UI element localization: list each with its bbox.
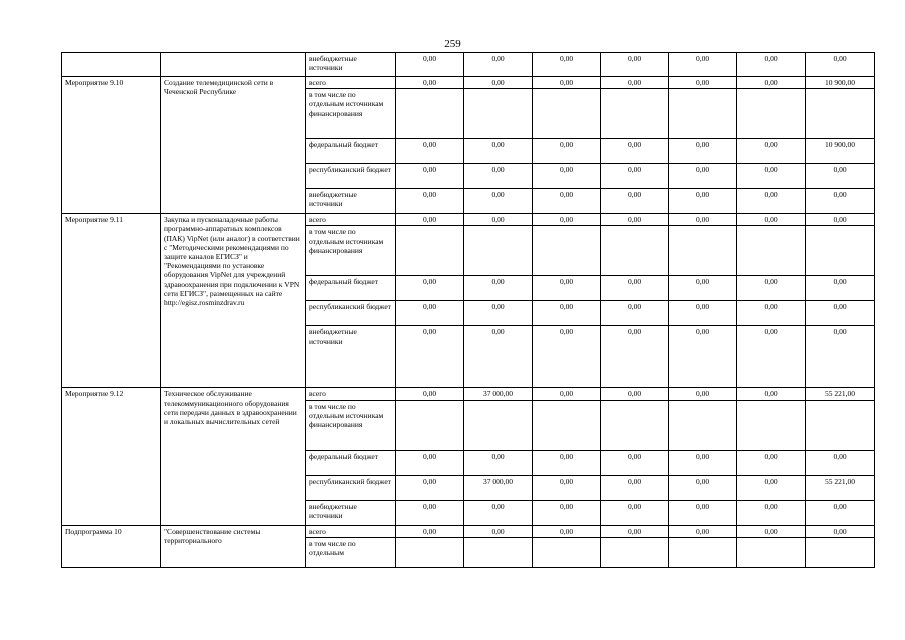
budget-table-body <box>62 53 875 568</box>
amount-cell <box>464 537 533 567</box>
amount-cell: 0,00 <box>396 164 464 189</box>
measure-title: Техническое обслуживание телекоммуникационного оборудования сети передачи данных в здравоохранении и локальных вычислительных сетей <box>161 388 306 525</box>
amount-cell <box>601 89 669 139</box>
amount-cell: 0,00 <box>464 525 533 537</box>
amount-cell <box>396 89 464 139</box>
amount-cell: 37 000,00 <box>464 388 533 400</box>
amount-cell: 0,00 <box>533 525 601 537</box>
amount-cell <box>806 400 875 450</box>
amount-cell <box>737 89 806 139</box>
funding-source: в том числе по отдельным источникам финансирования <box>306 226 396 276</box>
amount-cell: 0,00 <box>601 388 669 400</box>
table-row <box>62 77 875 89</box>
amount-cell: 0,00 <box>669 164 737 189</box>
amount-cell: 0,00 <box>533 276 601 301</box>
table-row <box>62 214 875 226</box>
amount-cell <box>601 400 669 450</box>
amount-cell: 0,00 <box>464 450 533 475</box>
amount-cell: 0,00 <box>533 500 601 525</box>
amount-cell: 0,00 <box>396 77 464 89</box>
amount-cell: 0,00 <box>806 189 875 214</box>
amount-cell: 0,00 <box>737 326 806 388</box>
amount-cell: 0,00 <box>396 450 464 475</box>
funding-source: внебюджетные источники <box>306 326 396 388</box>
amount-cell: 0,00 <box>464 77 533 89</box>
amount-cell: 0,00 <box>464 276 533 301</box>
amount-cell: 0,00 <box>533 301 601 326</box>
title-cell <box>161 53 306 77</box>
funding-source: федеральный бюджет <box>306 139 396 164</box>
amount-cell: 0,00 <box>601 475 669 500</box>
amount-cell: 0,00 <box>601 164 669 189</box>
amount-cell <box>737 400 806 450</box>
amount-cell: 55 221,00 <box>806 388 875 400</box>
amount-cell: 0,00 <box>533 214 601 226</box>
amount-cell: 10 900,00 <box>806 77 875 89</box>
amount-cell: 0,00 <box>396 475 464 500</box>
amount-cell: 0,00 <box>737 189 806 214</box>
measure-title: "Совершенствование системы территориального <box>161 525 306 567</box>
amount-cell <box>396 226 464 276</box>
amount-cell <box>669 400 737 450</box>
amount-cell: 0,00 <box>737 301 806 326</box>
amount-cell: 0,00 <box>669 53 737 77</box>
table-row <box>62 53 875 77</box>
amount-cell: 0,00 <box>601 139 669 164</box>
amount-cell: 0,00 <box>396 53 464 77</box>
amount-cell: 0,00 <box>464 189 533 214</box>
amount-cell: 0,00 <box>669 189 737 214</box>
funding-source: федеральный бюджет <box>306 276 396 301</box>
amount-cell <box>396 400 464 450</box>
amount-cell: 0,00 <box>601 214 669 226</box>
amount-cell: 0,00 <box>669 388 737 400</box>
amount-cell: 0,00 <box>533 77 601 89</box>
amount-cell <box>464 400 533 450</box>
amount-cell: 0,00 <box>601 326 669 388</box>
amount-cell: 0,00 <box>737 214 806 226</box>
funding-source: всего <box>306 525 396 537</box>
amount-cell: 0,00 <box>737 525 806 537</box>
amount-cell: 0,00 <box>464 53 533 77</box>
funding-source: всего <box>306 388 396 400</box>
amount-cell: 0,00 <box>396 500 464 525</box>
funding-source: внебюджетные источники <box>306 500 396 525</box>
amount-cell <box>464 89 533 139</box>
amount-cell <box>806 537 875 567</box>
amount-cell: 0,00 <box>806 214 875 226</box>
amount-cell: 0,00 <box>806 53 875 77</box>
funding-source: федеральный бюджет <box>306 450 396 475</box>
amount-cell <box>806 89 875 139</box>
amount-cell: 0,00 <box>464 500 533 525</box>
amount-cell: 0,00 <box>669 525 737 537</box>
amount-cell: 0,00 <box>396 276 464 301</box>
amount-cell: 0,00 <box>533 326 601 388</box>
funding-source: всего <box>306 77 396 89</box>
amount-cell: 0,00 <box>669 301 737 326</box>
amount-cell: 0,00 <box>396 326 464 388</box>
amount-cell <box>533 400 601 450</box>
amount-cell <box>669 537 737 567</box>
amount-cell: 0,00 <box>601 189 669 214</box>
amount-cell: 0,00 <box>737 500 806 525</box>
funding-source: в том числе по отдельным источникам финансирования <box>306 400 396 450</box>
amount-cell: 0,00 <box>601 525 669 537</box>
amount-cell: 0,00 <box>737 450 806 475</box>
table-row <box>62 388 875 400</box>
amount-cell: 0,00 <box>806 276 875 301</box>
amount-cell <box>601 226 669 276</box>
amount-cell: 0,00 <box>737 77 806 89</box>
amount-cell: 37 000,00 <box>464 475 533 500</box>
amount-cell: 0,00 <box>669 500 737 525</box>
amount-cell <box>533 226 601 276</box>
amount-cell <box>533 89 601 139</box>
funding-source: всего <box>306 214 396 226</box>
amount-cell: 0,00 <box>806 164 875 189</box>
funding-source: в том числе по отдельным <box>306 537 396 567</box>
funding-source: республиканский бюджет <box>306 475 396 500</box>
amount-cell: 0,00 <box>464 214 533 226</box>
amount-cell <box>464 226 533 276</box>
measure-code: Мероприятие 9.10 <box>62 77 161 214</box>
amount-cell: 0,00 <box>396 139 464 164</box>
amount-cell <box>396 537 464 567</box>
amount-cell: 0,00 <box>396 525 464 537</box>
amount-cell: 0,00 <box>396 189 464 214</box>
amount-cell: 0,00 <box>669 276 737 301</box>
funding-source: внебюджетные источники <box>306 53 396 77</box>
amount-cell <box>669 89 737 139</box>
amount-cell <box>669 226 737 276</box>
amount-cell: 0,00 <box>806 500 875 525</box>
amount-cell: 0,00 <box>669 450 737 475</box>
amount-cell: 0,00 <box>533 53 601 77</box>
amount-cell: 0,00 <box>533 450 601 475</box>
funding-source: в том числе по отдельным источникам финансирования <box>306 89 396 139</box>
table-row <box>62 525 875 537</box>
amount-cell: 0,00 <box>737 475 806 500</box>
amount-cell: 0,00 <box>737 388 806 400</box>
amount-cell: 0,00 <box>464 326 533 388</box>
amount-cell: 0,00 <box>464 164 533 189</box>
amount-cell: 0,00 <box>533 388 601 400</box>
amount-cell: 0,00 <box>669 326 737 388</box>
amount-cell: 0,00 <box>669 214 737 226</box>
funding-source: внебюджетные источники <box>306 189 396 214</box>
amount-cell <box>806 226 875 276</box>
amount-cell: 0,00 <box>737 276 806 301</box>
amount-cell: 0,00 <box>464 301 533 326</box>
measure-title: Создание телемедицинской сети в Чеченской Республике <box>161 77 306 214</box>
amount-cell: 0,00 <box>533 475 601 500</box>
measure-title: Закупка и пусконаладочные работы программно-аппаратных комплексов (ПАК) VipNet (или аналог) в соответствии с "Методическими рекомендациями по защите каналов ЕГИСЗ" и "Рекомендациями по установке оборудования VipNet для учреждений здравоохранения при подключении к VPN сети ЕГИСЗ", размещенных на сайте http://egisz.rosminzdrav.ru <box>161 214 306 388</box>
budget-table <box>61 52 875 568</box>
amount-cell: 0,00 <box>533 189 601 214</box>
code-cell <box>62 53 161 77</box>
amount-cell: 0,00 <box>601 450 669 475</box>
amount-cell: 0,00 <box>533 139 601 164</box>
amount-cell: 0,00 <box>737 139 806 164</box>
funding-source: республиканский бюджет <box>306 164 396 189</box>
amount-cell: 10 900,00 <box>806 139 875 164</box>
amount-cell: 55 221,00 <box>806 475 875 500</box>
amount-cell <box>533 537 601 567</box>
measure-code: Мероприятие 9.11 <box>62 214 161 388</box>
amount-cell: 0,00 <box>601 53 669 77</box>
amount-cell: 0,00 <box>396 301 464 326</box>
amount-cell: 0,00 <box>601 500 669 525</box>
page-number: 259 <box>444 38 461 50</box>
amount-cell: 0,00 <box>396 388 464 400</box>
amount-cell: 0,00 <box>806 450 875 475</box>
amount-cell: 0,00 <box>669 77 737 89</box>
amount-cell: 0,00 <box>601 276 669 301</box>
amount-cell: 0,00 <box>669 475 737 500</box>
amount-cell: 0,00 <box>601 77 669 89</box>
amount-cell: 0,00 <box>464 139 533 164</box>
amount-cell: 0,00 <box>737 164 806 189</box>
amount-cell: 0,00 <box>806 301 875 326</box>
amount-cell: 0,00 <box>396 214 464 226</box>
amount-cell: 0,00 <box>533 164 601 189</box>
funding-source: республиканский бюджет <box>306 301 396 326</box>
amount-cell: 0,00 <box>601 301 669 326</box>
amount-cell: 0,00 <box>669 139 737 164</box>
amount-cell: 0,00 <box>806 326 875 388</box>
amount-cell <box>601 537 669 567</box>
amount-cell: 0,00 <box>806 525 875 537</box>
measure-code: Мероприятие 9.12 <box>62 388 161 525</box>
amount-cell <box>737 226 806 276</box>
amount-cell <box>737 537 806 567</box>
amount-cell: 0,00 <box>737 53 806 77</box>
measure-code: Подпрограмма 10 <box>62 525 161 567</box>
